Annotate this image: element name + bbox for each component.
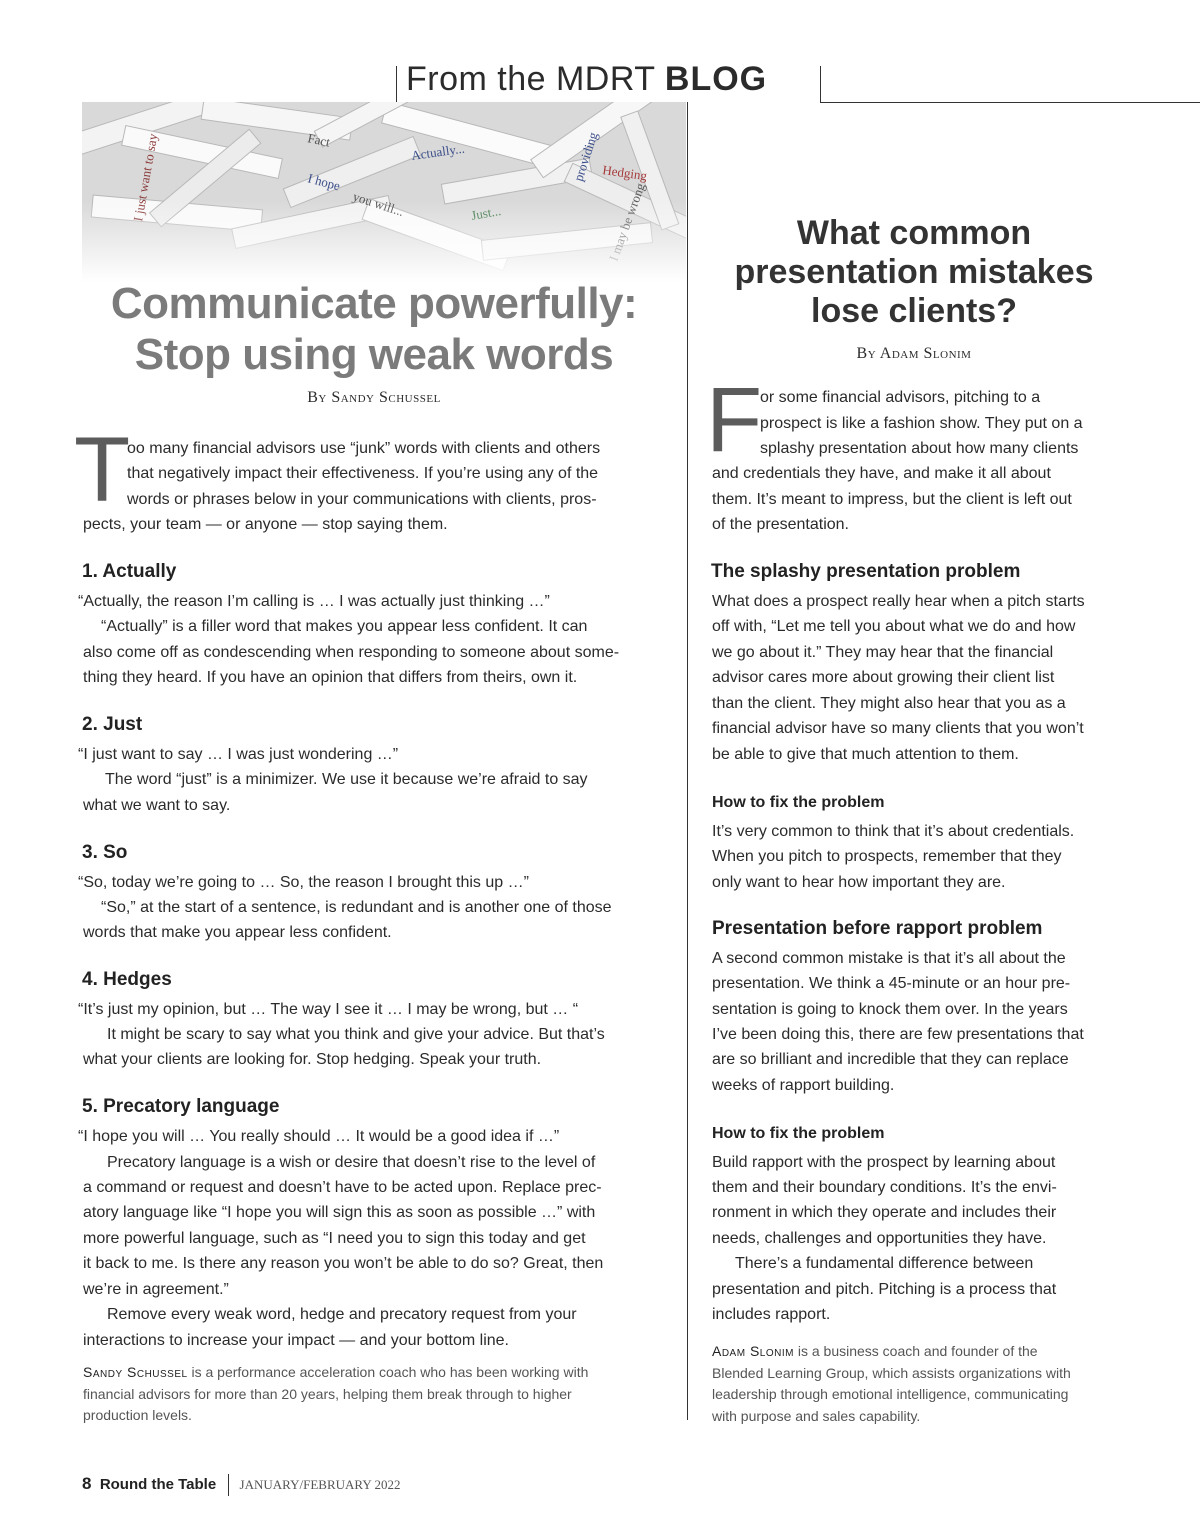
section-heading-so: 3. So (82, 842, 128, 863)
footer-divider (228, 1474, 229, 1496)
section-heading-splashy: The splashy presentation problem (711, 561, 1021, 582)
section-line: words that make you appear less confident. (83, 924, 392, 941)
right-bio-line: leadership through emotional intelligence, communicating (712, 1386, 1069, 1402)
section-line: needs, challenges and opportunities they have. (712, 1230, 1047, 1247)
right-bio-name: Adam Slonim (712, 1343, 794, 1359)
section-line: “I hope you will … You really should … It would be a good idea if …” (78, 1128, 560, 1145)
section-line: financial advisor have so many clients that you won’t (712, 720, 1084, 737)
section-line: “So, today we’re going to … So, the reason I brought this up …” (78, 874, 529, 891)
issue-date: JANUARY/FEBRUARY 2022 (239, 1477, 401, 1492)
page-footer (82, 1474, 401, 1496)
right-intro-line: of the presentation. (712, 516, 849, 533)
section-line: thing they heard. If you have an opinion that differs from theirs, own it. (83, 669, 578, 686)
section-line: “So,” at the start of a sentence, is redundant and is another one of those (101, 899, 612, 916)
section-line: “Actually, the reason I’m calling is … I was actually just thinking …” (78, 593, 550, 610)
section-line: When you pitch to prospects, remember that they (712, 848, 1062, 865)
right-dropcap: F (706, 369, 763, 471)
left-intro-line: words or phrases below in your communications with clients, pros- (127, 491, 597, 508)
section-line: a command or request and doesn’t have to be acted upon. Replace prec- (83, 1179, 602, 1196)
right-intro-line: and credentials they have, and make it all about (712, 465, 1051, 482)
page-number: 8 (82, 1474, 92, 1493)
left-intro-line: that negatively impact their effectiveness. If you’re using any of the (127, 465, 599, 482)
section-line: sentation is going to knock them over. In the years (712, 1001, 1068, 1018)
section-line: than the client. They might also hear that you as a (712, 695, 1066, 712)
left-author-bio (83, 1362, 588, 1427)
section-line: more powerful language, such as “I need you to sign this today and get (83, 1230, 586, 1247)
section-line: presentation and pitch. Pitching is a process that (712, 1281, 1057, 1298)
right-article-title (700, 214, 1128, 331)
section-line: Precatory language is a wish or desire that doesn’t rise to the level of (107, 1154, 596, 1171)
right-title-line-2: presentation mistakes (734, 253, 1094, 291)
section-line: It might be scary to say what you think and give your advice. But that’s (107, 1026, 605, 1043)
left-bio-line: production levels. (83, 1407, 192, 1423)
section-line: only want to hear how important they are. (712, 874, 1006, 891)
header-blog: BLOG (664, 60, 768, 98)
left-bio-line: is a performance acceleration coach who has been working with (187, 1364, 589, 1380)
section-line: are so brilliant and incredible that they can replace (712, 1051, 1069, 1068)
section-heading-rapport: Presentation before rapport problem (712, 918, 1043, 939)
header-prefix: From the MDRT (406, 60, 655, 98)
section-heading-hedges: 4. Hedges (82, 969, 172, 990)
shredded-paper-image (82, 102, 686, 282)
left-bio-name: Sandy Schussel (83, 1364, 188, 1380)
section-line: There’s a fundamental difference between (735, 1255, 1034, 1272)
section-heading-precatory: 5. Precatory language (82, 1096, 280, 1117)
section-line: A second common mistake is that it’s all about the (712, 950, 1066, 967)
right-byline: By Adam Slonim (856, 345, 972, 362)
section-header (406, 60, 767, 99)
right-intro-line: or some financial advisors, pitching to a (760, 389, 1041, 406)
section-line: presentation. We think a 45-minute or an hour pre- (712, 975, 1071, 992)
section-line: atory language like “I hope you will sign this as soon as possible …” with (83, 1204, 596, 1221)
section-line: weeks of rapport building. (712, 1077, 895, 1094)
section-line: What does a prospect really hear when a pitch starts (712, 593, 1085, 610)
section-heading-actually: 1. Actually (82, 561, 177, 582)
section-line: also come off as condescending when responding to someone about some- (83, 644, 620, 661)
header-divider-right (820, 66, 821, 102)
magazine-name: Round the Table (99, 1476, 217, 1493)
section-line: be able to give that much attention to them. (712, 746, 1019, 763)
section-line: The word “just” is a minimizer. We use it because we’re afraid to say (105, 771, 588, 788)
column-divider (687, 102, 688, 1420)
right-bio-line: with purpose and sales capability. (712, 1407, 921, 1424)
section-line: includes rapport. (712, 1306, 831, 1323)
section-line: “Actually” is a filler word that makes you appear less confident. It can (101, 618, 588, 635)
section-line: It’s very common to think that it’s about credentials. (712, 823, 1075, 840)
right-bio-line: is a business coach and founder of the (793, 1343, 1038, 1359)
section-line: off with, “Let me tell you about what we do and how (712, 618, 1076, 635)
left-dropcap: T (74, 419, 131, 521)
left-bio-line: financial advisors for more than 20 years, helping them break through to higher (83, 1385, 572, 1402)
header-rule (820, 102, 1200, 103)
section-heading-just: 2. Just (82, 714, 143, 735)
left-intro-line: pects, your team — or anyone — stop saying them. (83, 516, 448, 533)
right-author-bio (712, 1341, 1071, 1427)
left-title-line-1: Communicate powerfully: (110, 279, 638, 328)
right-intro-line: prospect is like a fashion show. They put on a (760, 415, 1083, 432)
subheading-fix-2: How to fix the problem (712, 1125, 885, 1142)
section-line: it back to me. Is there any reason you won’t be able to do so? Great, then (83, 1255, 604, 1272)
left-intro-line: oo many financial advisors use “junk” words with clients and others (127, 440, 601, 457)
section-line: interactions to increase your impact — and your bottom line. (83, 1332, 509, 1349)
section-line: I’ve been doing this, there are few presentations that (712, 1026, 1084, 1043)
section-line: “It’s just my opinion, but … The way I see it … I may be wrong, but … “ (78, 1001, 579, 1018)
left-article-title (80, 278, 668, 380)
shredded-paper-graphic (82, 102, 686, 282)
section-line: ronment in which they operate and includes their (712, 1204, 1057, 1221)
left-title-line-2: Stop using weak words (134, 330, 614, 379)
section-line: them and their boundary conditions. It’s the envi- (712, 1179, 1057, 1196)
section-line: “I just want to say … I was just wondering …” (78, 746, 399, 763)
section-line: what we want to say. (83, 797, 231, 814)
left-byline: By Sandy Schussel (307, 389, 441, 406)
section-line: Build rapport with the prospect by learning about (712, 1154, 1056, 1171)
right-title-line-3: lose clients? (811, 292, 1017, 330)
right-title-line-1: What common (796, 214, 1032, 252)
section-line: we go about it.” They may hear that the financial (712, 644, 1054, 661)
right-intro-line: splashy presentation about how many clients (760, 440, 1079, 457)
right-intro-line: them. It’s meant to impress, but the client is left out (712, 491, 1072, 508)
section-line: what your clients are looking for. Stop hedging. Speak your truth. (83, 1051, 542, 1068)
section-line: we’re in agreement.” (83, 1281, 229, 1298)
subheading-fix-1: How to fix the problem (712, 794, 885, 811)
header-divider-left (396, 66, 397, 102)
section-line: advisor cares more about growing their client list (712, 669, 1055, 686)
right-bio-line: Blended Learning Group, which assists organizations with (712, 1364, 1071, 1381)
section-line: Remove every weak word, hedge and precatory request from your (107, 1306, 577, 1323)
